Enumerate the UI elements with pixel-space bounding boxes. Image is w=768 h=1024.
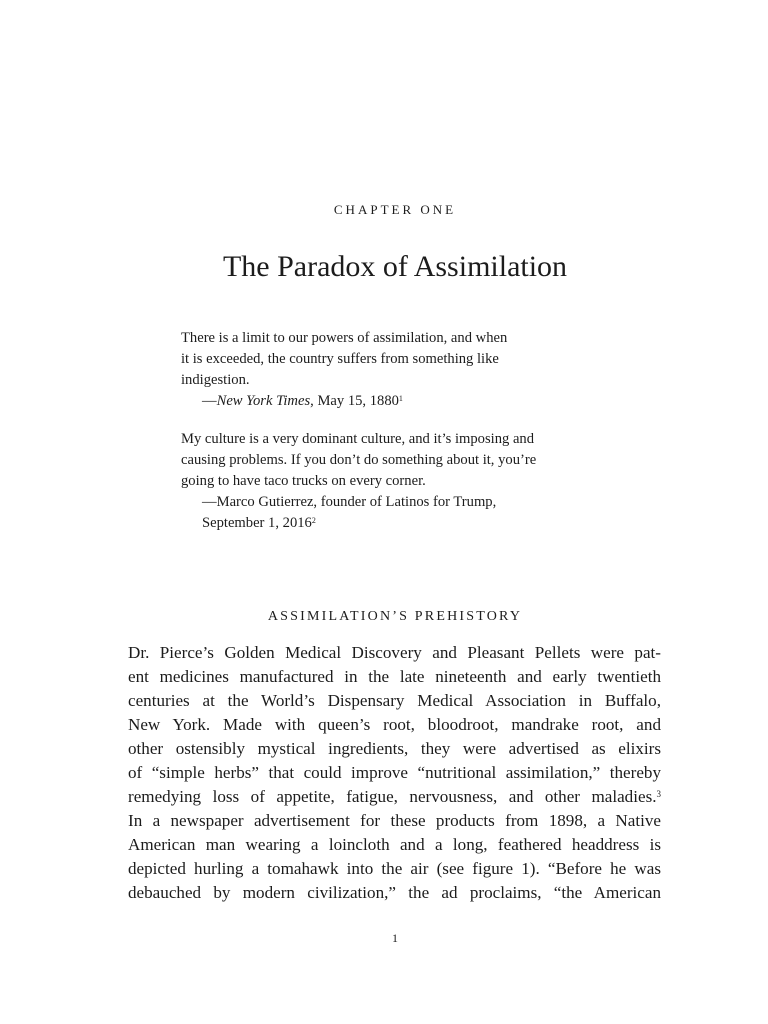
epigraph-attribution bbox=[181, 391, 621, 412]
body-line: depicted hurling a tomahawk into the air (see figure 1). “Before he was bbox=[128, 859, 661, 878]
body-line: New York. Made with queen’s root, bloodroot, mandrake root, and bbox=[128, 715, 661, 734]
epigraph-2 bbox=[181, 429, 621, 534]
epigraph-line: indigestion. bbox=[181, 372, 250, 388]
body-line: In a newspaper advertisement for these products from 1898, a Native bbox=[128, 811, 661, 830]
epigraph-line: going to have taco trucks on every corner. bbox=[181, 473, 426, 489]
footnote-marker: 3 bbox=[656, 789, 661, 799]
epigraph-line: My culture is a very dominant culture, and it’s imposing and bbox=[181, 431, 535, 447]
attribution-source: New York Times bbox=[216, 393, 311, 409]
attribution-date: , May 15, 1880 bbox=[310, 393, 399, 409]
body-line: Dr. Pierce’s Golden Medical Discovery and Pleasant Pellets were pat- bbox=[128, 643, 661, 662]
body-line bbox=[128, 785, 661, 809]
epigraph-attribution: —Marco Gutierrez, founder of Latinos for Trump, bbox=[202, 494, 497, 510]
epigraph-line: it is exceeded, the country suffers from something like bbox=[181, 351, 499, 367]
body-line: centuries at the World’s Dispensary Medical Association in Buffalo, bbox=[128, 691, 661, 710]
body-line: American man wearing a loincloth and a long, feathered headdress is bbox=[128, 835, 661, 854]
footnote-marker: 1 bbox=[398, 394, 403, 403]
body-line: of “simple herbs” that could improve “nutritional assimilation,” thereby bbox=[128, 763, 661, 782]
page-number: 1 bbox=[392, 931, 398, 945]
chapter-title: The Paradox of Assimilation bbox=[222, 250, 568, 283]
body-paragraph bbox=[128, 641, 661, 905]
footnote-marker: 2 bbox=[311, 516, 316, 525]
section-heading: ASSIMILATION’S PREHISTORY bbox=[267, 609, 523, 624]
epigraph-attribution-date bbox=[181, 513, 621, 534]
body-line: other ostensibly mystical ingredients, they were advertised as elixirs bbox=[128, 739, 661, 758]
attribution-date: September 1, 2016 bbox=[202, 515, 312, 531]
chapter-label: CHAPTER ONE bbox=[333, 202, 457, 217]
attribution-dash: — bbox=[202, 393, 217, 409]
body-line-text: remedying loss of appetite, fatigue, nervousness, and other maladies. bbox=[128, 787, 657, 806]
epigraph-line: There is a limit to our powers of assimilation, and when bbox=[181, 330, 508, 346]
epigraph-line: causing problems. If you don’t do something about it, you’re bbox=[181, 452, 537, 468]
body-line: ent medicines manufactured in the late nineteenth and early twentieth bbox=[128, 667, 661, 686]
body-line: debauched by modern civilization,” the ad proclaims, “the American bbox=[128, 883, 661, 902]
epigraph-1 bbox=[181, 328, 621, 412]
